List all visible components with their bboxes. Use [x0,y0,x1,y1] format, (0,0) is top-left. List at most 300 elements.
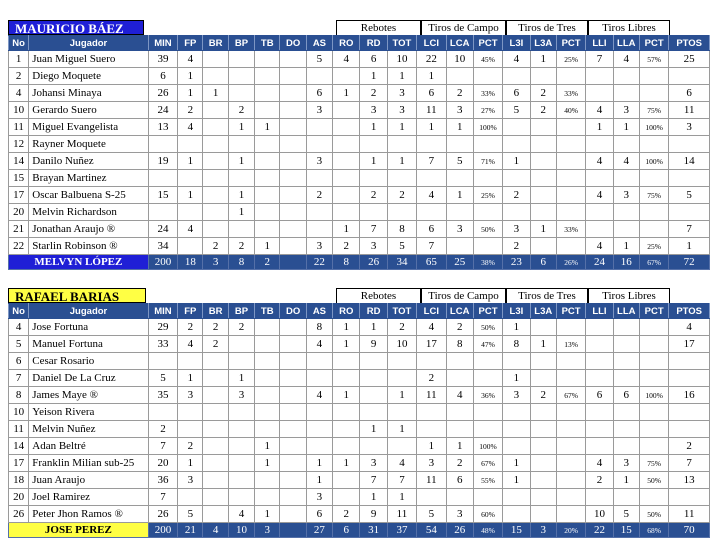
player-number: 5 [9,336,29,353]
stat-cell: 1 [446,119,473,136]
stat-cell: 1 [503,153,530,170]
stat-cell: 6 [306,85,332,102]
stat-cell [333,204,360,221]
stat-cell [613,438,639,455]
total-cell: 34 [387,255,416,270]
stat-cell: 7 [669,221,710,238]
stat-cell: 27% [473,102,502,119]
stat-cell: 15 [148,187,177,204]
player-row [9,136,710,153]
stat-cell: 40% [556,102,585,119]
stat-cell [417,404,446,421]
stat-cell: 2 [228,102,254,119]
stat-cell [586,404,613,421]
player-row [9,438,710,455]
stat-cell: 3 [228,387,254,404]
column-header: LCA [446,36,473,51]
stat-cell [473,353,502,370]
stat-cell: 24 [148,102,177,119]
player-name: Daniel De La Cruz [29,370,149,387]
stat-cell: 1 [387,489,416,506]
column-header: PTOS [669,36,710,51]
stat-cell [446,170,473,187]
stat-cell: 5 [613,506,639,523]
column-header: PCT [556,304,585,319]
total-cell: 25 [446,255,473,270]
total-cell: 18 [178,255,203,270]
stat-cell [280,136,306,153]
total-cell: 70 [669,523,710,538]
stat-cell [360,136,387,153]
stat-cell [255,421,280,438]
stat-cell [360,170,387,187]
total-cell [280,523,306,538]
stat-cell: 75% [639,102,668,119]
stat-cell [178,136,203,153]
stat-cell: 3 [446,506,473,523]
stat-cell: 1 [255,438,280,455]
stat-cell [446,421,473,438]
stat-cell: 5 [178,506,203,523]
stat-cell [669,404,710,421]
stat-cell [306,119,332,136]
totals-row [9,523,710,538]
column-header: BR [203,36,228,51]
stat-cell: 50% [639,506,668,523]
stat-cell [255,472,280,489]
stat-cell [387,353,416,370]
column-header: TB [255,36,280,51]
stat-cell: 8 [387,221,416,238]
stat-cell [280,238,306,255]
stat-cell: 50% [639,472,668,489]
stat-cell [503,119,530,136]
player-number: 26 [9,506,29,523]
stat-cell [556,319,585,336]
player-name: Starlin Robinson ® [29,238,149,255]
stat-cell [255,404,280,421]
player-name: James Maye ® [29,387,149,404]
stat-cell [530,319,556,336]
stat-cell [280,102,306,119]
stat-cell [613,136,639,153]
player-name: Peter Jhon Ramos ® [29,506,149,523]
stat-cell: 2 [228,238,254,255]
stat-cell: 1 [360,68,387,85]
stat-cell [333,472,360,489]
stat-cell: 7 [148,489,177,506]
total-cell: 4 [203,523,228,538]
stat-cell: 1 [503,319,530,336]
stat-cell [417,136,446,153]
stat-cell: 8 [306,319,332,336]
player-number: 11 [9,119,29,136]
stat-cell: 2 [228,319,254,336]
stat-cell: 7 [417,238,446,255]
stat-cell: 2 [148,421,177,438]
stat-cell [639,204,668,221]
stat-cell: 5 [417,506,446,523]
stat-cell [503,204,530,221]
column-header: MIN [148,36,177,51]
stat-cell: 100% [473,119,502,136]
stat-cell [306,204,332,221]
total-cell [280,255,306,270]
stat-cell: 8 [503,336,530,353]
stat-cell [228,136,254,153]
player-row [9,221,710,238]
player-name: Jonathan Araujo ® [29,221,149,238]
stat-cell: 11 [417,387,446,404]
column-header: DO [280,36,306,51]
player-name: Jose Fortuna [29,319,149,336]
total-cell: 48% [473,523,502,538]
stat-cell [306,370,332,387]
stat-cell [530,438,556,455]
group-header-tiros-campo: Tiros de Campo [421,288,506,303]
column-header: L3I [503,36,530,51]
stat-cell: 4 [613,153,639,170]
team-name: RAFAEL BARIAS [8,288,146,303]
stat-cell [203,221,228,238]
stat-cell [586,370,613,387]
stat-cell [530,506,556,523]
player-name: Miguel Evangelista [29,119,149,136]
stat-cell: 25% [473,187,502,204]
stat-cell [333,489,360,506]
coach-name: JOSE PEREZ [9,523,149,538]
stat-cell [503,438,530,455]
stat-cell: 17 [669,336,710,353]
total-cell: 8 [333,255,360,270]
total-cell: 6 [530,255,556,270]
stat-cell [503,404,530,421]
stat-cell [530,187,556,204]
group-header-tiros-tres: Tiros de Tres [506,288,588,303]
stat-cell: 1 [503,370,530,387]
stat-cell [360,404,387,421]
stat-cell [228,85,254,102]
total-cell: 2 [255,255,280,270]
stat-cell [613,370,639,387]
stat-cell [473,204,502,221]
stat-cell: 1 [360,489,387,506]
player-number: 6 [9,353,29,370]
stat-cell [333,102,360,119]
stat-cell [556,370,585,387]
stat-cell: 100% [639,119,668,136]
player-number: 7 [9,370,29,387]
stat-cell [613,221,639,238]
stat-cell: 60% [473,506,502,523]
stat-cell: 1 [387,119,416,136]
stat-cell [473,68,502,85]
stat-cell: 4 [669,319,710,336]
stat-cell [446,238,473,255]
stat-cell [639,336,668,353]
stat-cell: 50% [473,319,502,336]
player-number: 20 [9,489,29,506]
stat-cell: 3 [360,238,387,255]
stat-cell [613,68,639,85]
stat-cell [613,489,639,506]
stat-cell: 1 [178,370,203,387]
stat-cell: 2 [178,319,203,336]
column-header: PTOS [669,304,710,319]
column-header: PCT [639,304,668,319]
stat-cell [639,136,668,153]
stat-cell: 57% [639,51,668,68]
stat-cell: 2 [669,438,710,455]
stat-cell [280,319,306,336]
total-cell: 6 [333,523,360,538]
stat-cell: 1 [178,455,203,472]
group-header-tiros-libres: Tiros Libres [588,20,670,35]
column-header: FP [178,36,203,51]
stat-cell: 3 [178,472,203,489]
stat-cell: 17 [417,336,446,353]
stat-cell: 4 [306,387,332,404]
stat-cell [586,421,613,438]
player-number: 20 [9,204,29,221]
stat-cell [228,68,254,85]
stat-cell [530,170,556,187]
stat-cell: 2 [203,336,228,353]
column-header: AS [306,36,332,51]
stat-cell [556,136,585,153]
stat-cell [178,421,203,438]
header-row [9,36,710,51]
stat-cell: 1 [306,472,332,489]
stat-cell [255,102,280,119]
stat-cell: 13 [669,472,710,489]
stat-cell: 1 [360,153,387,170]
stat-cell [203,404,228,421]
stat-cell: 3 [669,119,710,136]
stat-cell: 45% [473,51,502,68]
stat-cell: 4 [228,506,254,523]
total-cell: 72 [669,255,710,270]
stat-cell [503,353,530,370]
stat-cell [255,187,280,204]
stat-cell: 10 [446,51,473,68]
column-header: PCT [473,304,502,319]
stat-cell [148,136,177,153]
column-header: FP [178,304,203,319]
totals-row [9,255,710,270]
stat-cell: 4 [306,336,332,353]
stat-cell: 4 [503,51,530,68]
stat-cell [255,204,280,221]
stat-cell [280,455,306,472]
player-number: 4 [9,85,29,102]
stat-cell: 13 [148,119,177,136]
stat-cell [178,489,203,506]
player-name: Melvin Nuñez [29,421,149,438]
stat-cell: 1 [360,119,387,136]
stat-cell: 33 [148,336,177,353]
stat-cell [639,319,668,336]
stat-cell [556,187,585,204]
player-number: 15 [9,170,29,187]
stat-cell [333,119,360,136]
stat-cell [669,170,710,187]
stat-cell: 11 [669,102,710,119]
stat-cell: 4 [178,336,203,353]
stat-cell [446,404,473,421]
stat-cell: 2 [178,438,203,455]
stat-cell: 9 [360,506,387,523]
column-header: RO [333,304,360,319]
stat-cell: 36% [473,387,502,404]
stat-cell [446,353,473,370]
stat-cell [203,102,228,119]
column-header: TB [255,304,280,319]
stat-cell [586,136,613,153]
stat-cell [530,370,556,387]
stat-cell: 4 [417,319,446,336]
stat-cell [148,404,177,421]
stat-cell: 2 [387,187,416,204]
stat-cell [255,353,280,370]
player-number: 2 [9,68,29,85]
stat-cell: 2 [530,85,556,102]
total-cell: 68% [639,523,668,538]
player-row [9,319,710,336]
stat-cell [446,68,473,85]
stat-cell [280,170,306,187]
stat-cell: 4 [178,51,203,68]
stat-cell [613,404,639,421]
stat-cell [306,353,332,370]
stat-cell [280,404,306,421]
stat-cell [530,153,556,170]
stat-cell: 13% [556,336,585,353]
stat-cell: 1 [228,187,254,204]
stat-cell: 39 [148,51,177,68]
stat-cell: 25% [556,51,585,68]
stat-cell [556,153,585,170]
stat-cell [613,353,639,370]
total-cell: 10 [228,523,254,538]
column-header: Jugador [29,304,149,319]
stat-cell [178,170,203,187]
player-row [9,489,710,506]
stat-cell [639,85,668,102]
stat-cell: 4 [446,387,473,404]
stat-cell: 5 [306,51,332,68]
stat-cell: 6 [306,506,332,523]
stat-cell [333,68,360,85]
stat-cell [639,421,668,438]
column-header: BR [203,304,228,319]
stat-cell [669,204,710,221]
column-header: LCI [417,304,446,319]
stat-cell: 1 [530,221,556,238]
stat-cell: 7 [669,455,710,472]
stat-cell: 8 [446,336,473,353]
stat-cell [586,170,613,187]
stat-cell: 10 [387,51,416,68]
stat-cell [586,319,613,336]
stat-cell: 11 [387,506,416,523]
stat-cell [556,472,585,489]
player-row [9,404,710,421]
player-number: 12 [9,136,29,153]
stat-cell: 1 [255,238,280,255]
player-row [9,85,710,102]
stat-cell [280,421,306,438]
player-number: 22 [9,238,29,255]
stat-cell: 3 [446,102,473,119]
stat-cell [639,438,668,455]
stat-cell: 11 [417,472,446,489]
stat-cell: 2 [360,187,387,204]
stat-cell: 11 [669,506,710,523]
column-header: LCI [417,36,446,51]
stat-cell: 3 [306,489,332,506]
stat-cell [228,336,254,353]
stat-cell [613,421,639,438]
stat-cell [360,387,387,404]
stat-cell [669,136,710,153]
stat-cell: 2 [306,187,332,204]
stat-cell [639,489,668,506]
stat-cell: 6 [360,51,387,68]
stat-cell [255,387,280,404]
stat-cell [203,438,228,455]
stat-cell: 1 [417,68,446,85]
stat-cell [280,370,306,387]
stat-cell [530,421,556,438]
stat-cell: 1 [613,238,639,255]
stat-cell [306,221,332,238]
stat-cell: 1 [417,438,446,455]
stat-cell: 1 [203,85,228,102]
stat-cell [203,387,228,404]
stat-cell [473,370,502,387]
stat-cell [203,119,228,136]
stat-cell [306,136,332,153]
stat-cell: 4 [586,102,613,119]
stat-cell: 2 [178,102,203,119]
player-name: Juan Miguel Suero [29,51,149,68]
stat-cell [360,353,387,370]
stat-cell: 5 [148,370,177,387]
stat-cell [586,438,613,455]
stat-cell: 33% [556,221,585,238]
stat-cell: 4 [586,187,613,204]
stat-cell [178,238,203,255]
player-number: 10 [9,102,29,119]
stat-cell: 75% [639,455,668,472]
total-cell: 67% [639,255,668,270]
stat-cell [255,51,280,68]
stat-cell [280,68,306,85]
player-name: Franklin Milian sub-25 [29,455,149,472]
group-header-tiros-tres: Tiros de Tres [506,20,588,35]
stat-cell [556,353,585,370]
stat-cell [280,187,306,204]
stat-cell [669,68,710,85]
stat-cell: 5 [669,187,710,204]
column-header: LLA [613,36,639,51]
stat-cell [360,370,387,387]
stat-cell: 2 [333,238,360,255]
total-cell: 23 [503,255,530,270]
stat-cell [473,421,502,438]
stat-cell: 4 [333,51,360,68]
